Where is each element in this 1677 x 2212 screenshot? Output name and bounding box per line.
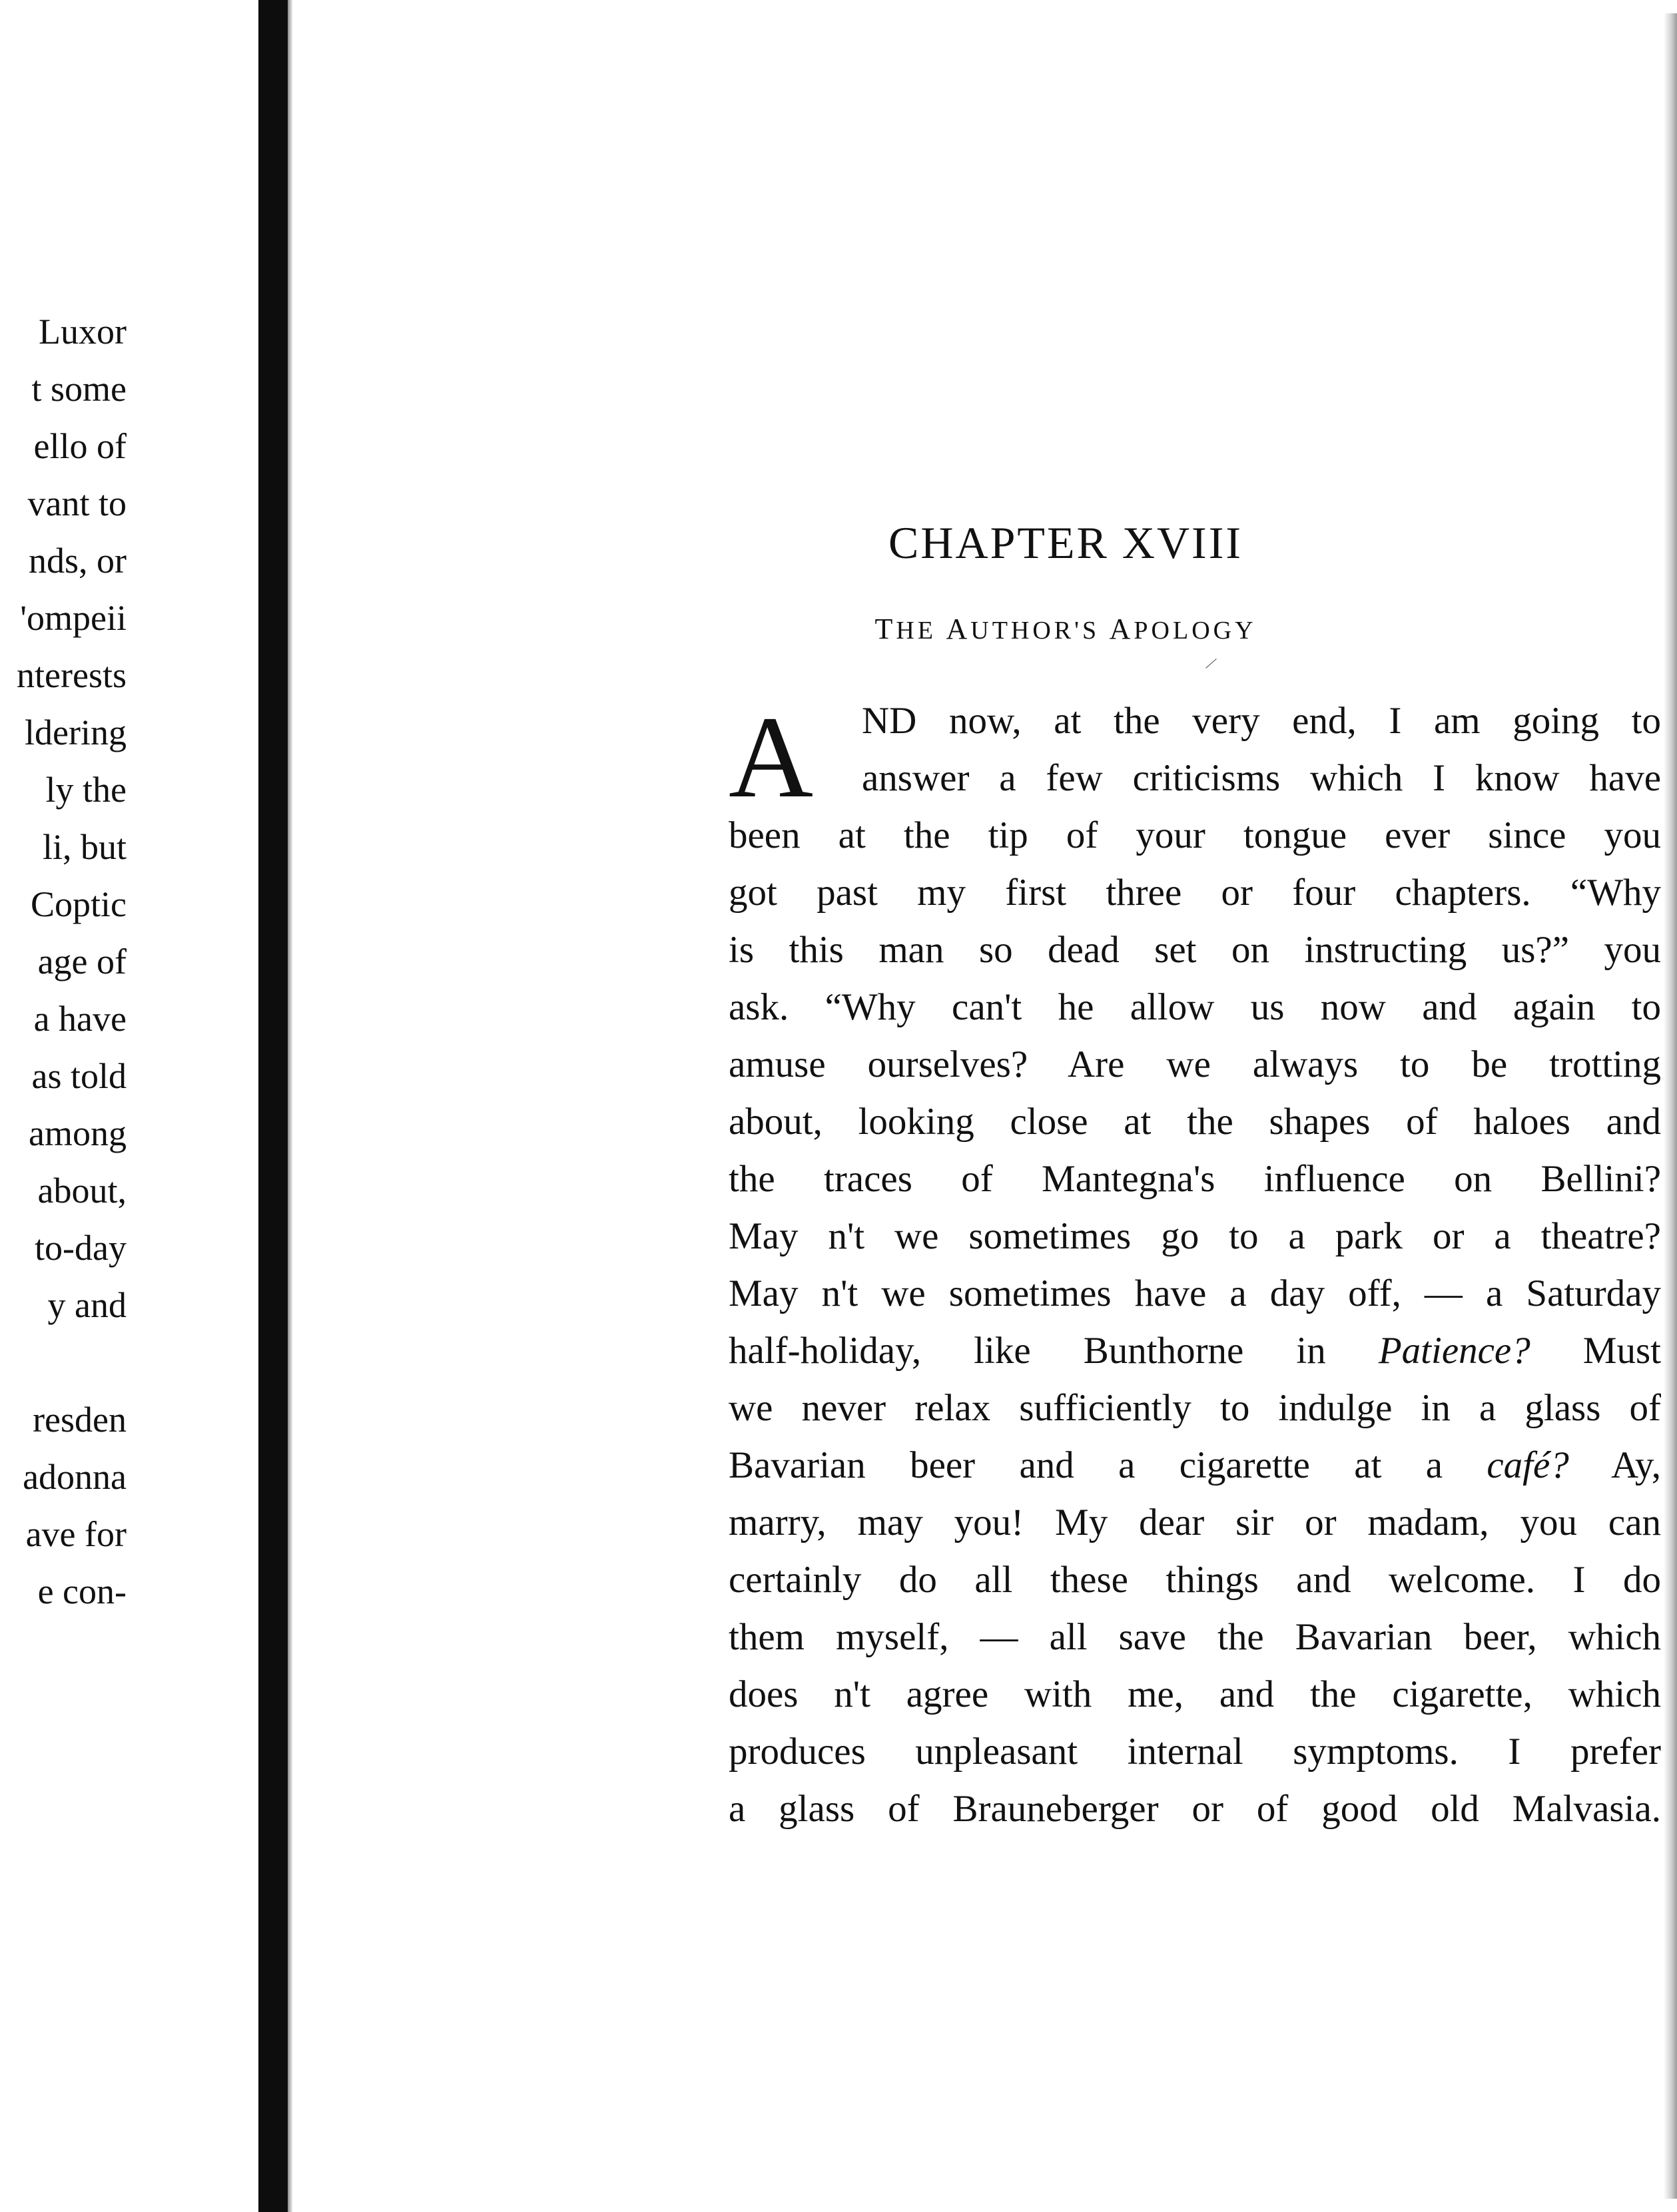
facing-line: age of	[37, 942, 127, 981]
paragraph-gap	[0, 1334, 127, 1391]
text-line: been at the tip of your tongue ever since you	[729, 814, 1661, 856]
facing-line: to-day	[35, 1228, 127, 1268]
facing-line: ly the	[45, 770, 127, 810]
facing-line: e con-	[37, 1571, 127, 1611]
facing-line: ello of	[33, 426, 127, 466]
text-line: May n't we sometimes go to a park or a theatre?	[729, 1215, 1661, 1257]
facing-page-left	[0, 0, 261, 2212]
text-line: is this man so dead set on instructing us?” you	[729, 929, 1661, 971]
facing-line: about,	[37, 1171, 127, 1211]
facing-line: ave for	[25, 1514, 127, 1554]
stray-ink-mark: /	[1203, 653, 1219, 675]
book-gutter	[258, 0, 288, 2212]
facing-line: resden	[33, 1400, 127, 1440]
italic-word: café?	[1487, 1444, 1569, 1486]
facing-line: ldering	[25, 712, 127, 752]
facing-line: t some	[31, 369, 127, 409]
chapter-body	[729, 692, 1661, 1838]
text-line	[729, 1322, 1661, 1380]
text-line: produces unpleasant internal symptoms. I prefer	[729, 1731, 1661, 1773]
text-line: the traces of Mantegna's influence on Bellini?	[729, 1158, 1661, 1200]
facing-line: li, but	[42, 827, 127, 867]
chapter-title	[699, 609, 1432, 651]
title-rest: UTHOR'S	[970, 617, 1110, 645]
text-run: Bavarian beer and a cigarette at a	[729, 1444, 1487, 1486]
text-line: we never relax sufficiently to indulge in a glass of	[729, 1387, 1661, 1429]
text-line: certainly do all these things and welcome. I do	[729, 1559, 1661, 1601]
facing-line: Luxor	[39, 312, 127, 352]
facing-line: adonna	[23, 1457, 127, 1497]
text-line: May n't we sometimes have a day off, — a Saturday	[729, 1272, 1661, 1314]
text-run: Must	[1530, 1330, 1661, 1372]
facing-line: nds, or	[29, 541, 127, 581]
gutter-shadow	[288, 0, 293, 2212]
text-line	[729, 1437, 1661, 1494]
facing-line: y and	[47, 1285, 127, 1325]
title-rest: POLOGY	[1134, 617, 1257, 645]
title-cap: A	[1109, 613, 1134, 645]
page-edge-shadow	[1664, 13, 1677, 2199]
facing-page-text	[0, 303, 127, 1620]
text-line: marry, may you! My dear sir or madam, you can	[729, 1502, 1661, 1543]
facing-line: Coptic	[31, 884, 127, 924]
text-line: answer a few criticisms which I know have	[862, 757, 1661, 799]
page-right	[293, 0, 1677, 2212]
title-rest: HE	[896, 617, 946, 645]
facing-line: as told	[31, 1056, 127, 1096]
text-run: half-holiday, like Bunthorne in	[729, 1330, 1379, 1372]
facing-line: nterests	[17, 655, 127, 695]
text-line: them myself, — all save the Bavarian beer, which	[729, 1616, 1661, 1658]
text-line: about, looking close at the shapes of haloes and	[729, 1101, 1661, 1143]
facing-line: among	[29, 1113, 127, 1153]
title-cap: T	[874, 613, 896, 645]
text-line: a glass of Brauneberger or of good old Malvasia.	[729, 1788, 1661, 1830]
text-run: Ay,	[1568, 1444, 1661, 1486]
title-cap: A	[946, 613, 971, 645]
text-line: ask. “Why can't he allow us now and again to	[729, 986, 1661, 1028]
italic-title: Patience?	[1378, 1330, 1530, 1372]
drop-cap: A	[729, 692, 814, 822]
text-line: amuse ourselves? Are we always to be trotting	[729, 1043, 1661, 1085]
facing-line: vant to	[27, 483, 127, 523]
facing-line: 'ompeii	[20, 598, 127, 638]
text-line: got past my first three or four chapters. “Why	[729, 872, 1661, 914]
text-line: ND now, at the very end, I am going to	[862, 700, 1661, 742]
chapter-heading: CHAPTER XVIII	[888, 517, 1243, 568]
text-line: does n't agree with me, and the cigarette, which	[729, 1673, 1661, 1715]
facing-line: a have	[33, 999, 127, 1039]
